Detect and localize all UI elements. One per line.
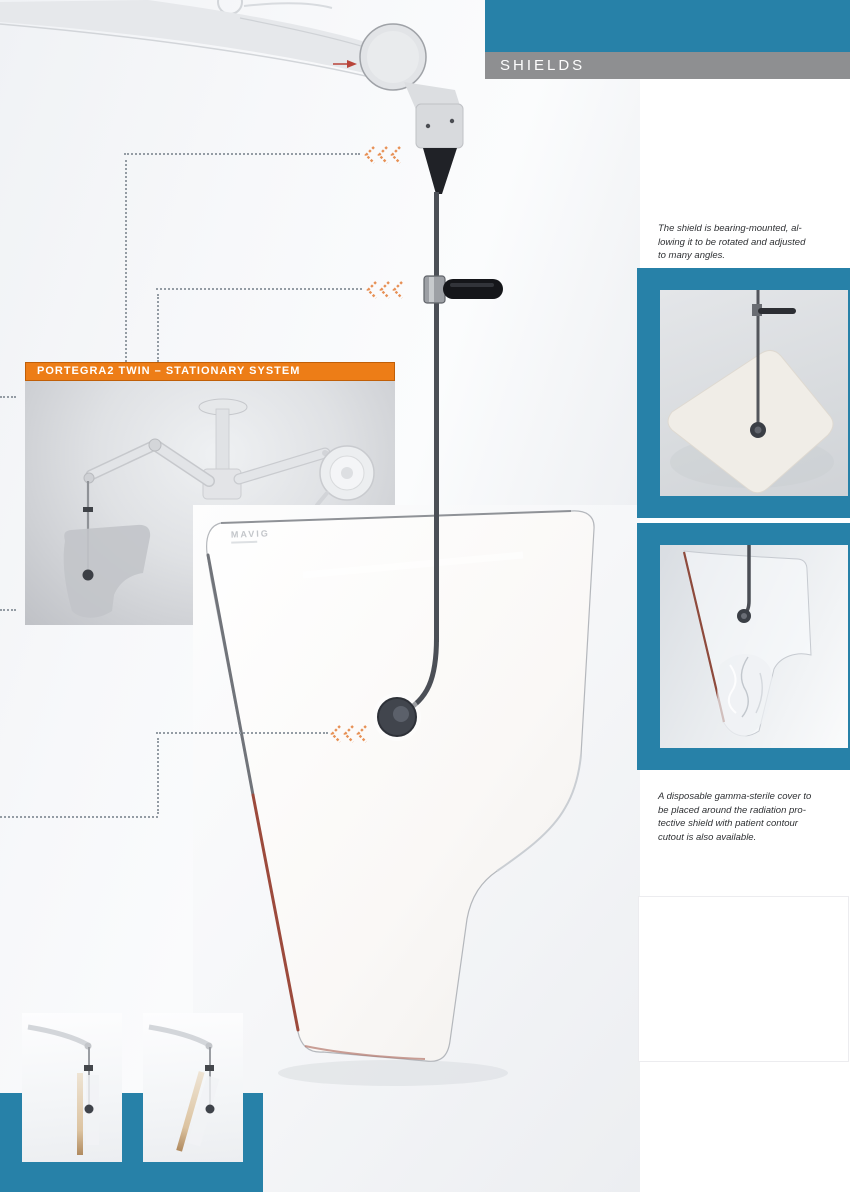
caption-bearing-mounted: The shield is bearing-mounted, al- lowing it to be rotated and adjusted to many angles. [658,223,806,261]
leader-line-3-offpage [0,816,158,818]
handle [758,308,796,314]
shield-knob [83,570,94,581]
leader-line-1-drop [125,160,127,362]
shield-edge-on [77,1073,83,1155]
framed-photo-sterile-cover [637,523,850,770]
portegra-banner-label: PORTEGRA2 TWIN – STATIONARY SYSTEM [37,365,301,377]
chevron-left-icons-3 [330,724,370,744]
shield-edge-on [176,1071,220,1156]
white-cover-photo [638,896,849,1062]
chevron-left-icons-2 [366,280,406,300]
caption-sterile-cover: A disposable gamma-sterile cover to be placed around the radiation pro- tective shield with patient contour cutout is also available. [658,791,812,843]
portegra-banner [25,362,395,381]
top-blue-bar [485,0,850,52]
radiation-shield [207,511,594,1061]
leader-line-2 [156,288,362,290]
knob [206,1105,215,1114]
leader-stub-2 [0,609,16,611]
leader-line-1 [124,153,360,155]
thumb-photo-vertical [22,1013,122,1162]
knob [85,1105,94,1114]
left-arm [155,445,209,481]
ceiling-column [216,409,229,471]
big-shield-illustration [193,505,640,1192]
sterile-cover-photo [660,545,848,748]
mavig-logo: MAVIG [231,528,270,543]
arm [28,1027,88,1045]
leader-line-3 [156,732,328,734]
framed-photo-rotation [637,268,850,518]
shield-silhouette [64,525,150,618]
shields-header-band [485,52,850,79]
arm-joint [149,439,161,451]
leader-line-3-drop [157,738,159,814]
page-title: SHIELDS [500,57,586,74]
leader-stub-1 [0,396,16,398]
crinkled-cover [717,654,772,737]
thumb-photo-tilted [143,1013,243,1162]
chevron-left-icons-1 [364,145,404,165]
right-arm [239,453,325,479]
leader-line-2-drop [157,294,159,362]
big-shield-photo [193,505,640,1192]
rotation-photo [660,290,848,496]
arm [149,1027,209,1045]
